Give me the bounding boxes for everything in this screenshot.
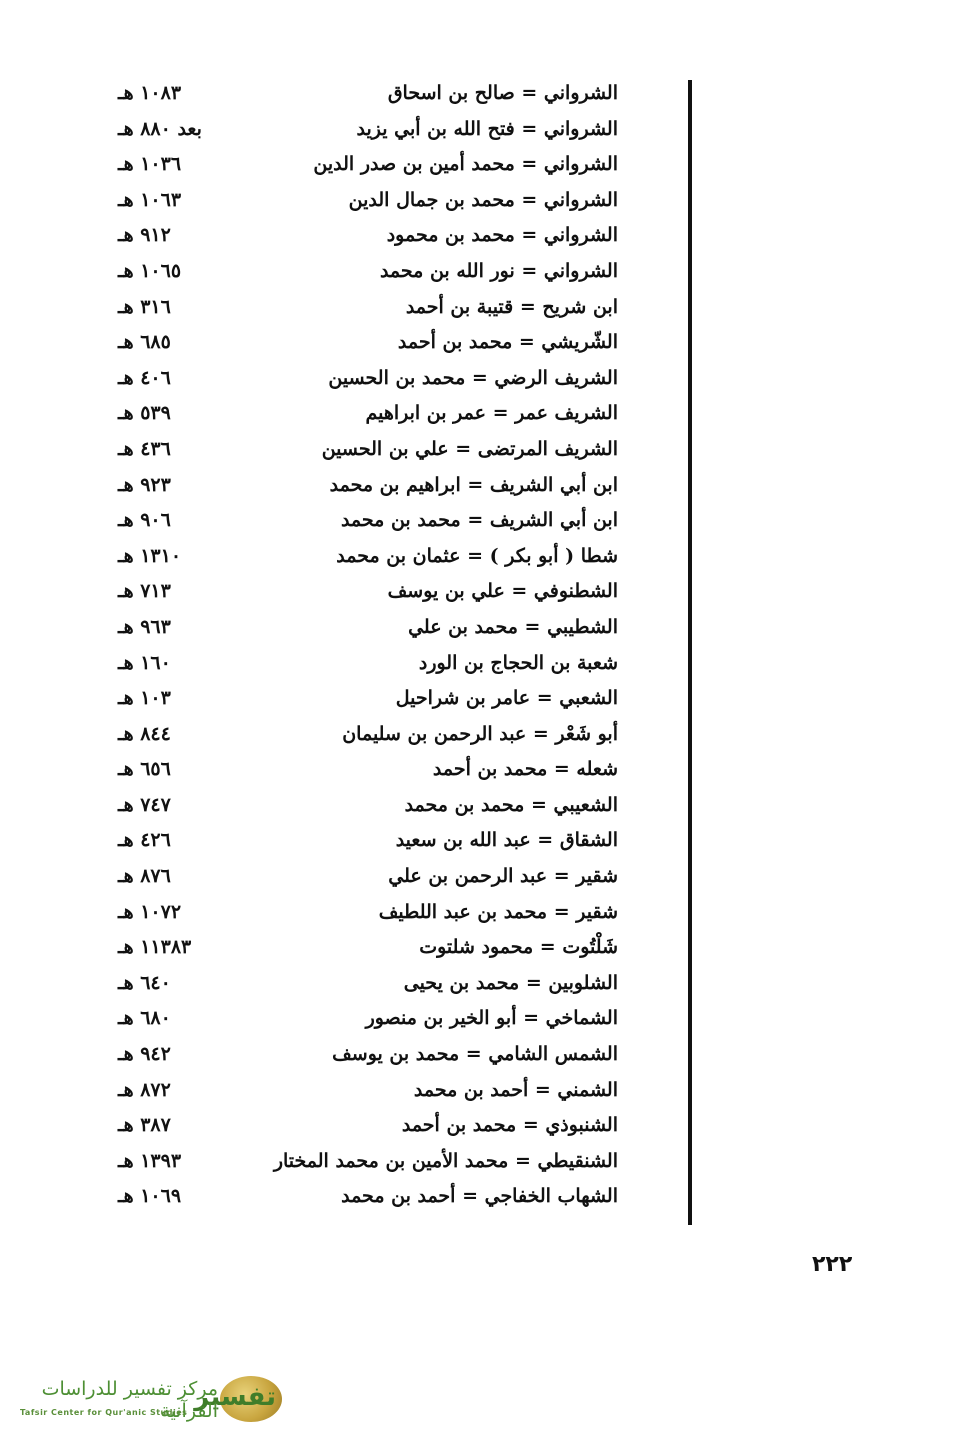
entry-death-year: ٦٨٠ هـ: [118, 1007, 171, 1030]
index-entry: [0, 719, 975, 755]
entry-name: الشريف المرتضى = علي بن الحسين: [321, 437, 618, 460]
index-entry: [0, 1110, 975, 1146]
index-entry: [0, 185, 975, 221]
entry-death-year: ٩٠٦ هـ: [118, 509, 171, 532]
index-entry: [0, 149, 975, 185]
entry-death-year: ١٠٣٦ هـ: [118, 153, 182, 176]
entry-death-year: ٤٣٦ هـ: [118, 437, 171, 460]
entry-death-year: ١٠٧٢ هـ: [118, 900, 182, 923]
index-entry: [0, 648, 975, 684]
index-entry: [0, 683, 975, 719]
entry-name: شطا ( أبو بكر ) = عثمان بن محمد: [336, 544, 618, 567]
entry-name: الشرواني = محمد بن محمود: [386, 224, 618, 247]
entry-death-year: ٦٥٦ هـ: [118, 758, 171, 781]
entry-name: الشرواني = محمد بن جمال الدين: [348, 188, 618, 211]
index-entry: [0, 78, 975, 114]
index-entry: [0, 470, 975, 506]
entry-death-year: ٨٧٢ هـ: [118, 1078, 171, 1101]
entry-name: ابن أبي الشريف = ابراهيم بن محمد: [329, 473, 618, 496]
entry-death-year: بعد ٨٨٠ هـ: [118, 117, 202, 140]
entry-death-year: ٩٤٢ هـ: [118, 1043, 171, 1066]
entry-death-year: ١٠٦٥ هـ: [118, 259, 182, 282]
entry-death-year: ٩١٢ هـ: [118, 224, 171, 247]
logo-arabic-name: مركز تفسير للدراسات القرآنية: [41, 1378, 218, 1422]
entry-name: الشطنوفي = علي بن يوسف: [387, 580, 618, 603]
index-entry: [0, 114, 975, 150]
entry-name: الشعيبي = محمد بن محمد: [404, 793, 618, 816]
index-entry: [0, 220, 975, 256]
index-entries: [0, 78, 975, 1217]
entry-death-year: ٧٤٧ هـ: [118, 793, 171, 816]
entry-name: شَلْتُوت = محمود شلتوت: [419, 936, 618, 959]
entry-name: الشريف عمر = عمر بن ابراهيم: [365, 402, 618, 425]
entry-name: الشطيبي = محمد بن علي: [408, 615, 618, 638]
entry-name: شعله = محمد بن أحمد: [432, 758, 618, 781]
entry-name: الشريف الرضي = محمد بن الحسين: [328, 366, 618, 389]
entry-death-year: ١٠٨٣ هـ: [118, 82, 182, 104]
entry-death-year: ١١٣٨٣ هـ: [118, 936, 192, 959]
logo-english-name: Tafsir Center for Qur'anic Studies: [20, 1408, 188, 1417]
entry-name: شعبة بن الحجاج بن الورد: [418, 651, 618, 674]
entry-name: الشقاق = عبد الله بن سعيد: [395, 829, 618, 852]
entry-name: شقير = عبد الرحمن بن علي: [388, 865, 618, 888]
index-entry: [0, 363, 975, 399]
index-entry: [0, 576, 975, 612]
index-entry: [0, 968, 975, 1004]
index-entry: [0, 1003, 975, 1039]
entry-death-year: ٥٣٩ هـ: [118, 402, 171, 425]
entry-death-year: ٨٤٤ هـ: [118, 722, 171, 745]
entry-name: الشماخي = أبو الخير بن منصور: [365, 1007, 618, 1030]
entry-death-year: ١٠٦٩ هـ: [118, 1185, 182, 1208]
entry-name: الشّريشي = محمد بن أحمد: [397, 331, 618, 354]
entry-name: ابن شريح = قتيبة بن أحمد: [405, 295, 618, 318]
entry-death-year: ٣٨٧ هـ: [118, 1114, 171, 1137]
index-entry: [0, 256, 975, 292]
index-entry: [0, 292, 975, 328]
entry-death-year: ٧١٣ هـ: [118, 580, 171, 603]
entry-death-year: ١٣١٠ هـ: [118, 544, 182, 567]
entry-death-year: ١٠٦٣ هـ: [118, 188, 182, 211]
entry-death-year: ١٣٩٣ هـ: [118, 1149, 182, 1172]
index-entry: [0, 932, 975, 968]
index-entry: [0, 825, 975, 861]
entry-name: الشلوبين = محمد بن يحيى: [403, 971, 618, 994]
entry-death-year: ٤٢٦ هـ: [118, 829, 171, 852]
index-entry: [0, 541, 975, 577]
entry-name: الشرواني = فتح الله بن أبي يزيد: [356, 117, 618, 140]
entry-name: الشعبي = عامر بن شراحيل: [395, 687, 618, 710]
entry-name: الشرواني = صالح بن اسحاق: [387, 82, 618, 104]
index-entry: [0, 897, 975, 933]
index-entry: [0, 861, 975, 897]
index-entry: [0, 612, 975, 648]
index-entry: [0, 434, 975, 470]
index-entry: [0, 1075, 975, 1111]
index-entry: [0, 790, 975, 826]
entry-name: الشمس الشامي = محمد بن يوسف: [332, 1043, 618, 1066]
entry-name: ابن أبي الشريف = محمد بن محمد: [340, 509, 618, 532]
entry-name: الشنبوذي = محمد بن أحمد: [401, 1114, 618, 1137]
index-entry: [0, 398, 975, 434]
tafsir-center-logo: [18, 1376, 290, 1426]
index-entry: [0, 754, 975, 790]
index-entry: [0, 1181, 975, 1217]
entry-death-year: ٣١٦ هـ: [118, 295, 171, 318]
entry-death-year: ١٦٠ هـ: [118, 651, 171, 674]
entry-death-year: ٩٢٣ هـ: [118, 473, 171, 496]
entry-death-year: ٦٨٥ هـ: [118, 331, 171, 354]
entry-name: أبو شَعْر = عبد الرحمن بن سليمان: [342, 722, 618, 745]
entry-name: الشهاب الخفاجي = أحمد بن محمد: [341, 1185, 618, 1208]
page-number: ٢٢٢: [812, 1252, 853, 1277]
index-entry: [0, 1039, 975, 1075]
entry-death-year: ٩٦٣ هـ: [118, 615, 171, 638]
entry-name: شقير = محمد بن عبد اللطيف: [378, 900, 618, 923]
index-entry: [0, 1146, 975, 1182]
entry-name: الشنقيطي = محمد الأمين بن محمد المختار: [273, 1149, 618, 1172]
entry-death-year: ٦٤٠ هـ: [118, 971, 171, 994]
entry-death-year: ١٠٣ هـ: [118, 687, 171, 710]
index-entry: [0, 505, 975, 541]
entry-name: الشرواني = نور الله بن محمد: [379, 259, 618, 282]
index-entry: [0, 327, 975, 363]
entry-name: الشمني = أحمد بن محمد: [413, 1078, 618, 1101]
entry-name: الشرواني = محمد أمين بن صدر الدين: [313, 153, 618, 176]
entry-death-year: ٤٠٦ هـ: [118, 366, 171, 389]
entry-death-year: ٨٧٦ هـ: [118, 865, 171, 888]
logo-mark: تفسير: [194, 1382, 276, 1412]
